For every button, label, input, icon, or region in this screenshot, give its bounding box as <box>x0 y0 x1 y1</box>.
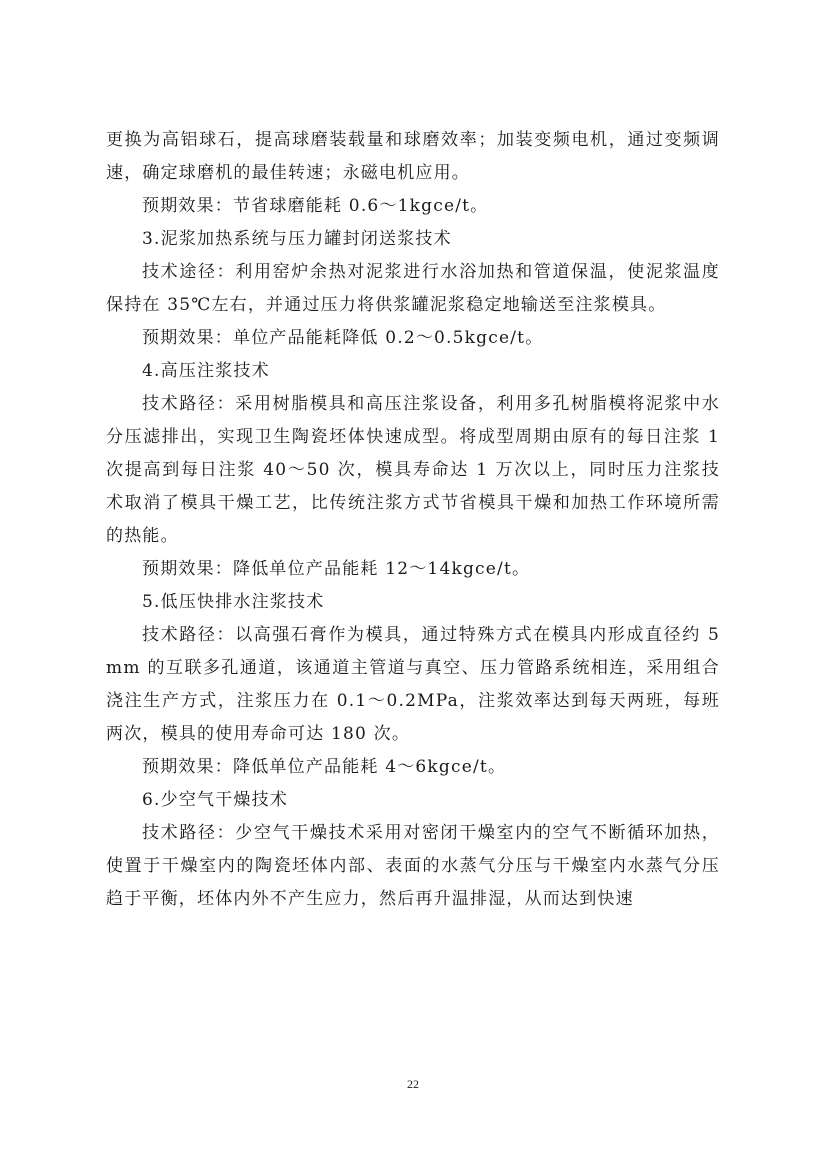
page-number: 22 <box>407 1077 419 1091</box>
paragraph-10: 技术路径：以高强石膏作为模具，通过特殊方式在模具内形成直径约 5mm 的互联多孔通道，该通道主管道与真空、压力管路系统相连，采用组合浇注生产方式，注浆压力在 0.1～0.2MPa，注浆效率达到每天两班，每班两次，模具的使用寿命可达 180 次。 <box>106 625 720 744</box>
section-heading-4: 4.高压注浆技术 <box>142 361 270 381</box>
section-heading-5: 5.低压快排水注浆技术 <box>142 592 325 612</box>
section-heading-6: 6.少空气干燥技术 <box>142 790 289 810</box>
paragraph-8: 预期效果：降低单位产品能耗 12～14kgce/t。 <box>142 559 531 579</box>
page-body <box>106 124 720 916</box>
paragraph-1: 更换为高铝球石，提高球磨装载量和球磨效率；加装变频电机，通过变频调速，确定球磨机的最佳转速；永磁电机应用。 <box>106 130 720 183</box>
paragraph-13: 技术路径：少空气干燥技术采用对密闭干燥室内的空气不断循环加热，使置于干燥室内的陶瓷坯体内部、表面的水蒸气分压与干燥室内水蒸气分压趋于平衡，坯体内外不产生应力，然后再升温排湿，从而达到快速 <box>106 823 720 909</box>
paragraph-2: 预期效果：节省球磨能耗 0.6～1kgce/t。 <box>142 196 489 216</box>
paragraph-4: 技术途径：利用窑炉余热对泥浆进行水浴加热和管道保温，使泥浆温度保持在 35℃左右，并通过压力将供浆罐泥浆稳定地输送至注浆模具。 <box>106 262 720 315</box>
paragraph-11: 预期效果：降低单位产品能耗 4～6kgce/t。 <box>142 757 507 777</box>
section-heading-3: 3.泥浆加热系统与压力罐封闭送浆技术 <box>142 229 452 249</box>
paragraph-7: 技术路径：采用树脂模具和高压注浆设备，利用多孔树脂模将泥浆中水分压滤排出，实现卫生陶瓷坯体快速成型。将成型周期由原有的每日注浆 1 次提高到每日注浆 40～50 次，模具寿命达 1 万次以上，同时压力注浆技术取消了模具干燥工艺，比传统注浆方式节省模具干燥和加热工作环境所需的热能。 <box>106 394 720 546</box>
paragraph-5: 预期效果：单位产品能耗降低 0.2～0.5kgce/t。 <box>142 328 544 348</box>
